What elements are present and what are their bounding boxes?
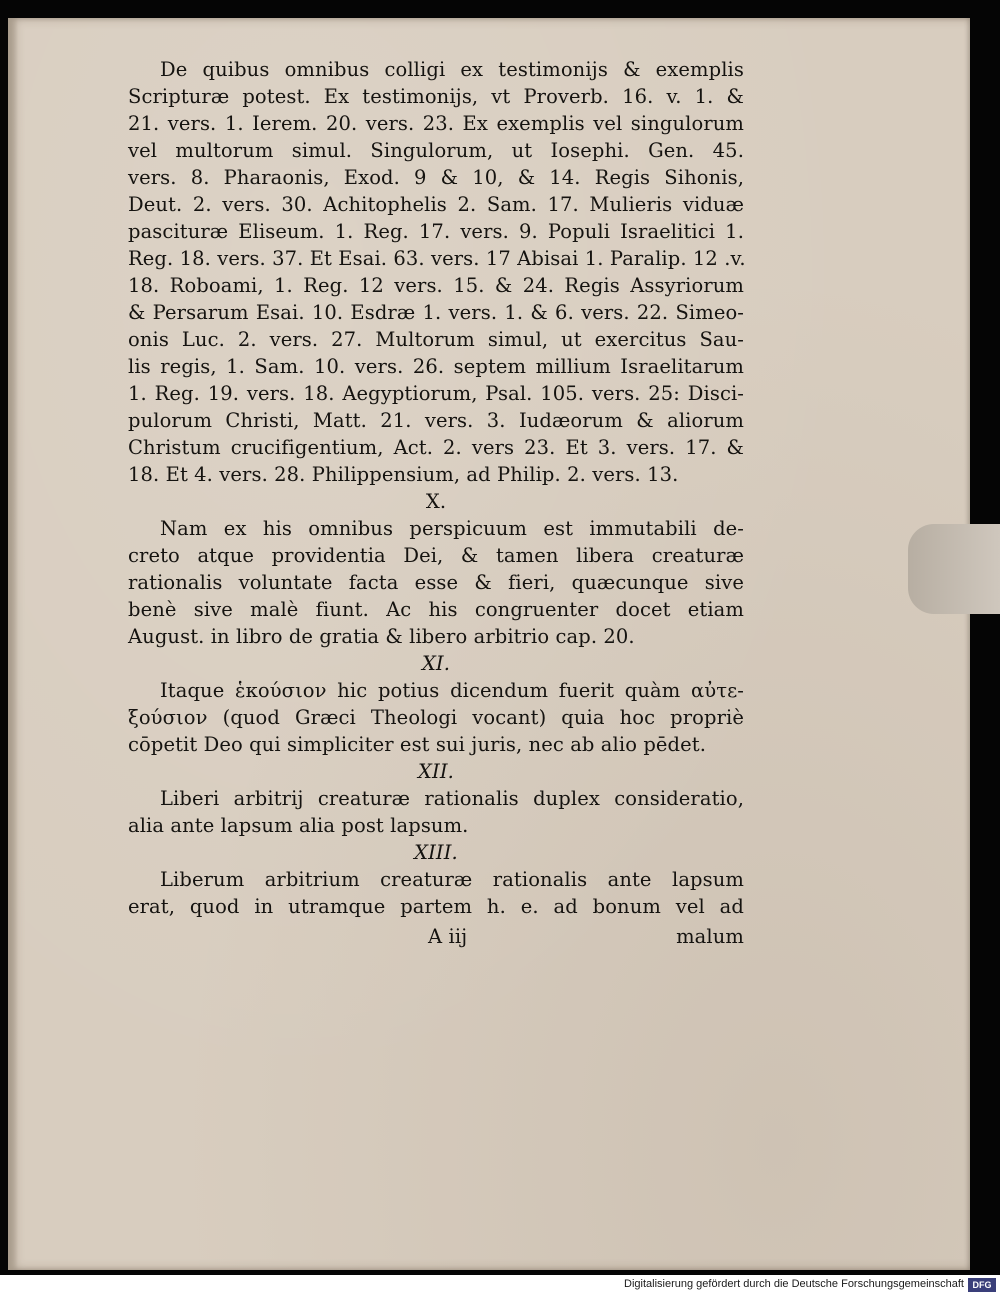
text-line: Liberi arbitrij creaturæ rationalis duplex consideratio,	[160, 787, 744, 810]
text-line: vers. 8. Pharaonis, Exod. 9 & 10, & 14. Regis Sihonis,	[128, 166, 744, 189]
section-ix-paragraph	[128, 56, 744, 488]
text-line: De quibus omnibus colligi ex testimonijs & exemplis	[160, 58, 744, 81]
section-xi-paragraph	[128, 677, 744, 758]
page-gutter-shadow	[8, 18, 18, 1270]
text-line: rationalis voluntate facta esse & fieri, quæcunque sive	[128, 571, 744, 594]
section-xiii-paragraph	[128, 866, 744, 920]
text-line: Itaque ἑκούσιον hic potius dicendum fuerit quàm αὐτε-	[160, 679, 744, 702]
text-line: vel multorum simul. Singulorum, ut Iosephi. Gen. 45.	[128, 139, 744, 162]
text-line: creto atque providentia Dei, & tamen libera creaturæ	[128, 544, 744, 567]
text-line: lis regis, 1. Sam. 10. vers. 26. septem millium Israelitarum	[128, 355, 744, 378]
text-line: August. in libro de gratia & libero arbitrio cap. 20.	[128, 625, 635, 648]
page-tab-marker	[908, 524, 1000, 614]
text-line: Deut. 2. vers. 30. Achitophelis 2. Sam. 17. Mulieris viduæ	[128, 193, 744, 216]
text-line: Liberum arbitrium creaturæ rationalis ante lapsum	[160, 868, 744, 891]
text-line: Nam ex his omnibus perspicuum est immutabili de-	[160, 517, 744, 540]
section-heading-xii: XII.	[418, 760, 454, 783]
text-line: pascituræ Eliseum. 1. Reg. 17. vers. 9. Populi Israelitici 1.	[128, 220, 744, 243]
footer-credit: Digitalisierung gefördert durch die Deutsche Forschungsgemeinschaft	[624, 1278, 964, 1290]
section-heading-xi: XI.	[421, 652, 451, 675]
digitization-footer	[0, 1275, 1000, 1295]
text-line: ξούσιον (quod Græci Theologi vocant) quia hoc propriè	[128, 706, 744, 729]
section-x-paragraph	[128, 515, 744, 650]
text-line: Reg. 18. vers. 37. Et Esai. 63. vers. 17 Abisai 1. Paralip. 12 .v.	[128, 247, 746, 270]
text-line: Christum crucifigentium, Act. 2. vers 23. Et 3. vers. 17. &	[128, 436, 744, 459]
text-line: Scripturæ potest. Ex testimonijs, vt Proverb. 16. v. 1. &	[128, 85, 744, 108]
text-line: 1. Reg. 19. vers. 18. Aegyptiorum, Psal. 105. vers. 25: Disci-	[128, 382, 744, 405]
text-line: & Persarum Esai. 10. Esdræ 1. vers. 1. & 6. vers. 22. Simeo-	[128, 301, 744, 324]
text-line: 21. vers. 1. Ierem. 20. vers. 23. Ex exemplis vel singulorum	[128, 112, 744, 135]
text-line: alia ante lapsum alia post lapsum.	[128, 814, 469, 837]
text-line: benè sive malè fiunt. Ac his congruenter docet etiam	[128, 598, 744, 621]
signature-mark: A iij	[428, 925, 468, 948]
section-heading-x: X.	[425, 490, 447, 513]
catchword: malum	[676, 925, 744, 948]
text-line: 18. Et 4. vers. 28. Philippensium, ad Philip. 2. vers. 13.	[128, 463, 679, 486]
text-line: onis Luc. 2. vers. 27. Multorum simul, ut exercitus Sau-	[128, 328, 744, 351]
page-footer-line	[128, 920, 744, 954]
text-line: erat, quod in utramque partem h. e. ad bonum vel ad	[128, 895, 744, 918]
dfg-logo-icon: DFG	[968, 1278, 996, 1292]
section-heading-xiii: XIII.	[414, 841, 458, 864]
text-line: cōpetit Deo qui simpliciter est sui juris, nec ab alio pēdet.	[128, 733, 707, 756]
text-line: 18. Roboami, 1. Reg. 12 vers. 15. & 24. Regis Assyriorum	[128, 274, 744, 297]
page-text-block	[128, 56, 744, 954]
section-xii-paragraph	[128, 785, 744, 839]
text-line: pulorum Christi, Matt. 21. vers. 3. Iudæorum & aliorum	[128, 409, 744, 432]
